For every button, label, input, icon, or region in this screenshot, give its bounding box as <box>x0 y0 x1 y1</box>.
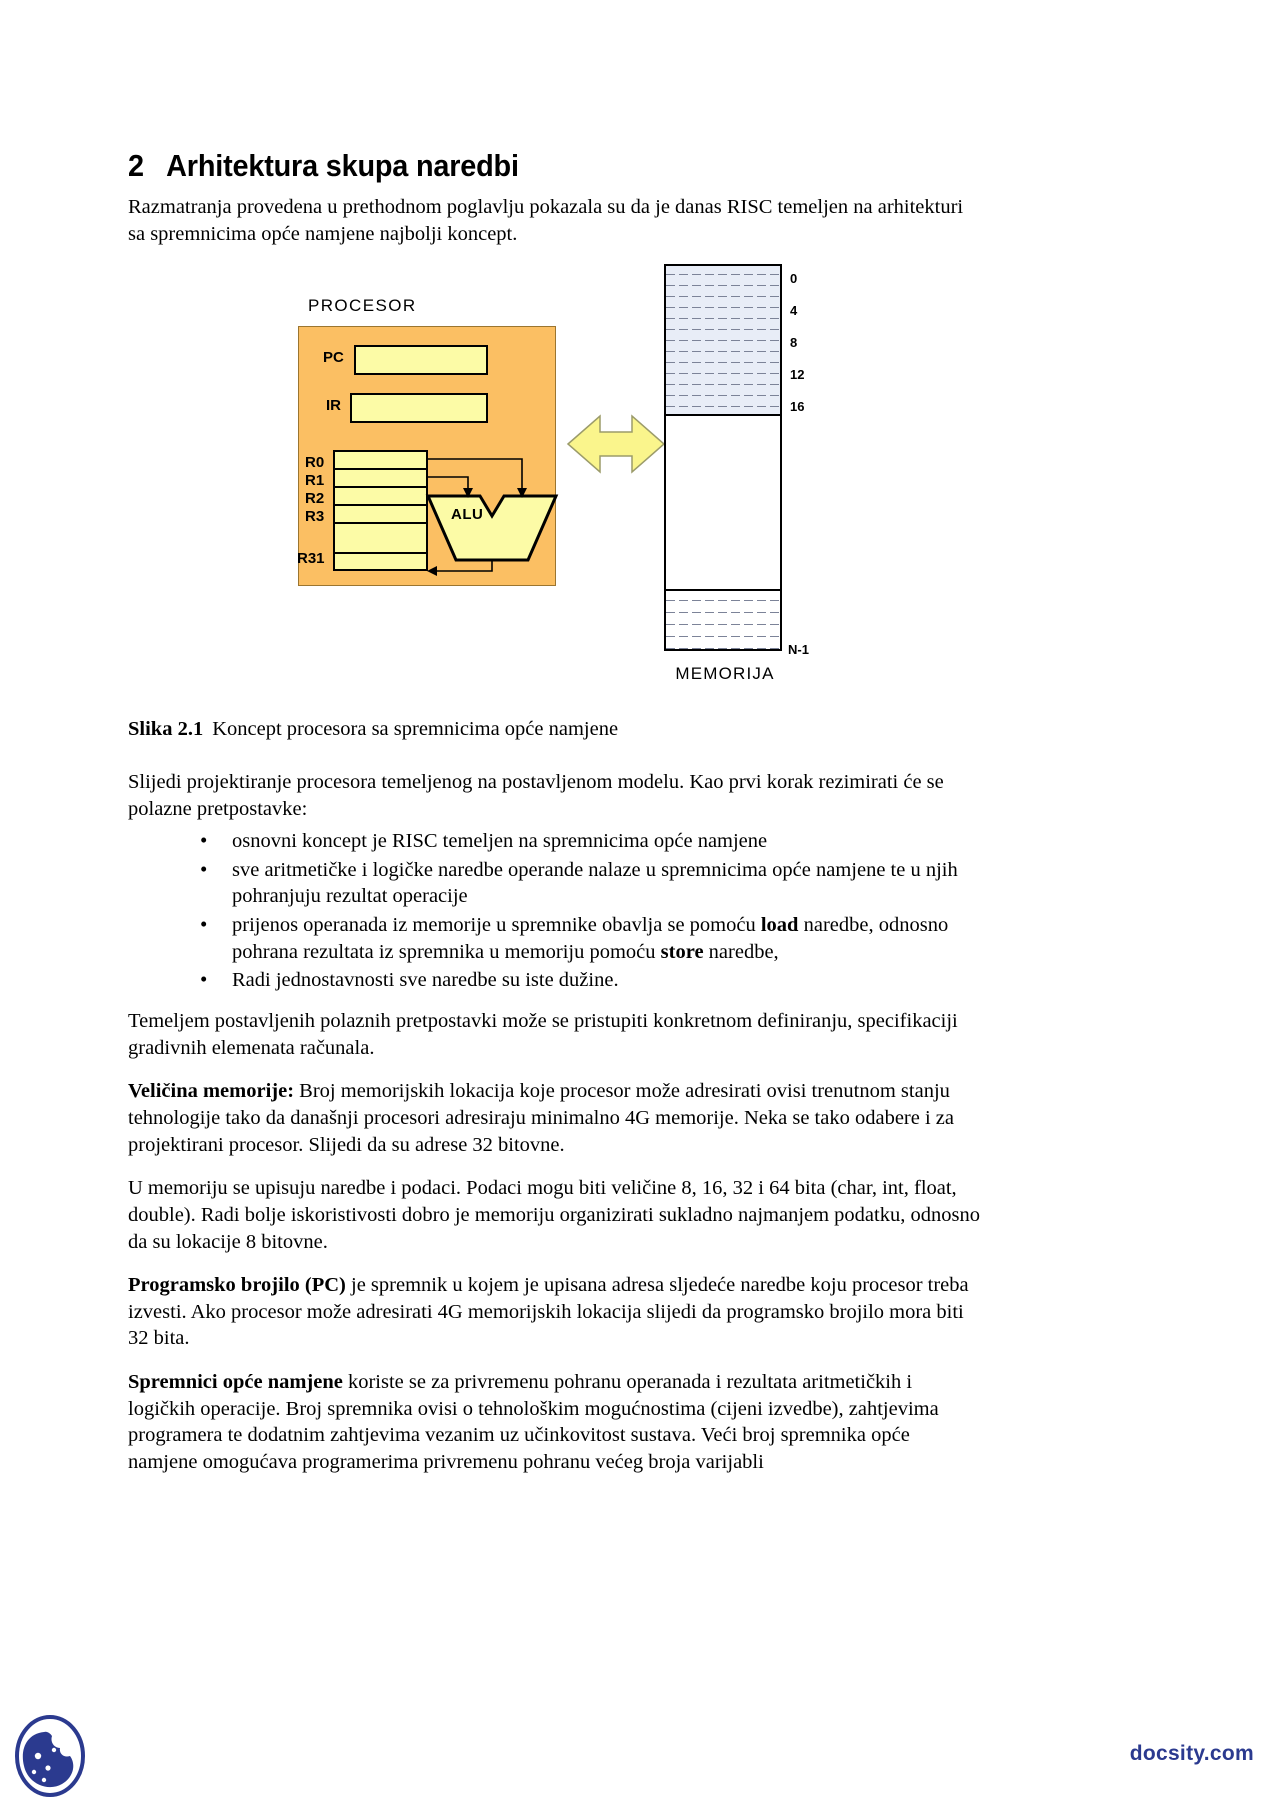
list-item-text: Radi jednostavnosti sve naredbe su iste dužine. <box>232 969 619 992</box>
alu-input-wire-a <box>428 477 468 490</box>
register-label-r2: R2 <box>305 490 325 508</box>
memory-address-0: 0 <box>790 271 798 287</box>
memory-column <box>664 264 782 651</box>
register-label-r0: R0 <box>305 454 325 472</box>
section-title: Arhitektura skupa naredbi <box>166 148 519 183</box>
ir-register-label: IR <box>326 397 341 415</box>
alu-shape <box>428 496 556 560</box>
list-item-emphasis: store <box>660 940 704 963</box>
alu-result-wire <box>435 560 492 571</box>
assumptions-list <box>128 828 980 994</box>
section-velicina-body: Broj memorijskih lokacija koje procesor može adresirati ovisi trenutnom stanju tehnologije tako da današnji procesori adresiraju minimalno 4G memorije. Neka se tako odabere i za projektirani procesor. Slijedi da su adrese 32 bitovne. <box>128 1080 954 1156</box>
bullet-icon: • <box>200 828 208 853</box>
alu-input-wire-b <box>428 459 522 490</box>
section-spremnici-heading: Spremnici opće namjene <box>128 1371 343 1394</box>
section-velicina-heading: Veličina memorije: <box>128 1080 295 1103</box>
alu-label: ALU <box>451 506 484 524</box>
memory-label: MEMORIJA <box>675 664 775 684</box>
memory-bottom-segment <box>664 589 782 651</box>
list-item <box>200 912 980 965</box>
list-item-text: osnovni koncept je RISC temeljen na spremnicima opće namjene <box>232 830 768 853</box>
bullet-icon: • <box>200 912 208 937</box>
memory-address-16: 16 <box>790 399 805 415</box>
memory-address-12: 12 <box>790 367 805 383</box>
section-spremnici-opce-namjene <box>128 1369 980 1476</box>
memory-address-n-1: N-1 <box>788 642 809 658</box>
figure-caption <box>128 716 980 743</box>
bullet-icon: • <box>200 856 208 881</box>
bus-arrow-icon <box>568 416 664 472</box>
page-title <box>128 148 920 184</box>
memory-middle-segment <box>664 414 782 589</box>
figure-caption-text: Koncept procesora sa spremnicima opće namjene <box>212 718 619 741</box>
figure-caption-label: Slika 2.1 <box>128 718 204 741</box>
register-label-r3: R3 <box>305 508 325 526</box>
list-item <box>200 967 980 994</box>
docsity-cookie-logo <box>14 1714 86 1798</box>
memory-top-segment <box>664 264 782 414</box>
paragraph-u-memoriju: U memoriju se upisuju naredbe i podaci. Podaci mogu biti veličine 8, 16, 32 i 64 bita (char, int, float, double). Radi bolje iskoristivosti dobro je memoriju organizirati sukladno najmanjem podatku, odnosno da su lokacije 8 bitovne. <box>128 1177 980 1253</box>
pc-register-label: PC <box>323 349 344 367</box>
list-item <box>200 828 980 855</box>
section-pc-body: je spremnik u kojem je upisana adresa sljedeće naredbe koju procesor treba izvesti. Ako procesor može adresirati 4G memorijskih lokacija slijedi da programsko brojilo mora biti 32 bita. <box>128 1274 969 1350</box>
memory-address-4: 4 <box>790 303 798 319</box>
paragraph-after-figure: Slijedi projektiranje procesora temeljenog na postavljenom modelu. Kao prvi korak rezimirati će se polazne pretpostavke: <box>128 770 944 820</box>
list-item-text: prijenos operanada iz memorije u spremnike obavlja se pomoću <box>232 914 761 937</box>
list-item-text: sve aritmetičke i logičke naredbe operande nalaze u spremnicima opće namjene te u njih pohranjuju rezultat operacije <box>232 858 958 908</box>
section-pc-heading: Programsko brojilo (PC) <box>128 1274 346 1297</box>
list-item-text: naredbe, <box>703 940 779 963</box>
list-item-emphasis: load <box>760 914 799 937</box>
docsity-watermark: docsity.com <box>1129 1742 1254 1765</box>
bullet-icon: • <box>200 967 208 992</box>
memory-address-8: 8 <box>790 335 798 351</box>
paragraph-temeljem: Temeljem postavljenih polaznih pretpostavki može se pristupiti konkretnom definiranju, specifikaciji gradivnih elemenata računala. <box>128 1010 958 1059</box>
alu-result-arrow <box>427 566 437 576</box>
section-programsko-brojilo <box>128 1272 980 1352</box>
list-item <box>200 856 980 910</box>
register-label-r1: R1 <box>305 472 325 490</box>
section-spremnici-body: koriste se za privremenu pohranu operanada i rezultata aritmetičkih i logičkih operacije. Broj spremnika ovisi o tehnološkim mogućnostima (cijeni izvedbe), zahtjevima programera te dodatnim zahtjevima vezanim uz učinkovitost sustava. Veći broj spremnika opće namjene omogućava programerima privremenu pohranu većeg broja varijabli <box>128 1371 939 1474</box>
page-content <box>128 148 980 1493</box>
processor-label: PROCESOR <box>308 296 417 316</box>
figure-2-1 <box>128 264 980 716</box>
section-velicina-memorije <box>128 1078 980 1158</box>
list-item-text: naredbe, odnosno pohrana rezultata iz spremnika u memoriju pomoću <box>232 914 949 963</box>
register-label-r31: R31 <box>297 550 325 568</box>
section-number: 2 <box>128 148 144 183</box>
intro-paragraph: Razmatranja provedena u prethodnom poglavlju pokazala su da je danas RISC temeljen na arhitekturi sa spremnicima opće namjene najbolji koncept. <box>128 196 964 245</box>
